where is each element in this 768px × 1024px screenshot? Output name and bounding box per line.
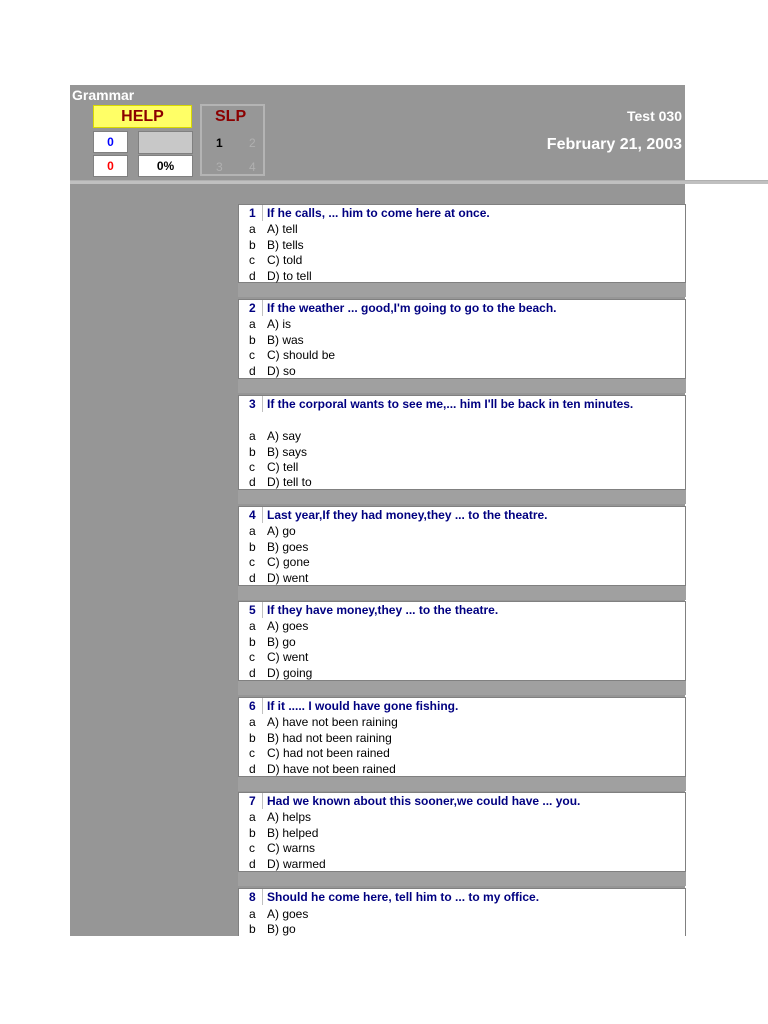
option-text[interactable]: A) say: [267, 429, 302, 443]
question-divider: [262, 205, 263, 221]
option-text[interactable]: B) was: [267, 333, 304, 347]
option-text[interactable]: C) warns: [267, 841, 316, 855]
question-spacer: [238, 777, 686, 791]
option-letter: a: [249, 715, 256, 729]
question-card: [238, 697, 686, 777]
question-card: [238, 506, 686, 586]
option-text[interactable]: D) have not been rained: [267, 762, 396, 776]
question-divider: [262, 793, 263, 809]
question-spacer: [238, 379, 686, 393]
question-text: If the weather ... good,I'm going to go to the beach.: [267, 301, 557, 315]
slp-number-4[interactable]: 4: [249, 160, 256, 174]
question-text: Had we known about this sooner,we could have ... you.: [267, 794, 581, 808]
option-letter: a: [249, 907, 256, 921]
question-number: 8: [249, 890, 256, 904]
option-letter: a: [249, 810, 256, 824]
question-divider: [262, 507, 263, 523]
question-number: 2: [249, 301, 256, 315]
option-letter: a: [249, 619, 256, 633]
question-number: 1: [249, 206, 256, 220]
date-label: February 21, 2003: [546, 136, 682, 153]
question-card: [238, 204, 686, 283]
slp-button[interactable]: SLP: [215, 108, 247, 125]
question-number: 6: [249, 699, 256, 713]
option-letter: a: [249, 222, 256, 236]
option-text[interactable]: B) had not been raining: [267, 731, 392, 745]
question-divider: [262, 698, 263, 714]
option-text[interactable]: B) go: [267, 635, 296, 649]
question-card: [238, 601, 686, 681]
question-spacer: [238, 283, 686, 297]
question-text: Should he come here, tell him to ... to my office.: [267, 890, 540, 904]
option-letter: b: [249, 826, 256, 840]
option-text[interactable]: A) goes: [267, 907, 309, 921]
score-wrong: 0: [93, 155, 128, 177]
question-card: [238, 792, 686, 872]
score-empty-cell: [138, 131, 193, 154]
option-text[interactable]: C) told: [267, 253, 303, 267]
question-divider: [262, 396, 263, 412]
option-text[interactable]: A) helps: [267, 810, 312, 824]
score-percent: 0%: [138, 155, 193, 177]
option-letter: b: [249, 333, 256, 347]
header-separator: [70, 180, 768, 184]
option-letter: c: [249, 746, 255, 760]
option-letter: c: [249, 555, 255, 569]
slp-number-3[interactable]: 3: [216, 160, 223, 174]
option-text[interactable]: B) go: [267, 922, 296, 936]
option-letter: d: [249, 269, 256, 283]
option-text[interactable]: A) tell: [267, 222, 298, 236]
question-text: If he calls, ... him to come here at once.: [267, 206, 490, 220]
score-correct: 0: [93, 131, 128, 153]
page-title: Grammar: [72, 87, 135, 103]
option-text[interactable]: D) warmed: [267, 857, 326, 871]
option-letter: d: [249, 666, 256, 680]
option-letter: c: [249, 460, 255, 474]
question-text: If the corporal wants to see me,... him I'll be back in ten minutes.: [267, 397, 634, 411]
test-label: Test 030: [627, 108, 682, 124]
option-text[interactable]: B) says: [267, 445, 308, 459]
option-text[interactable]: C) should be: [267, 348, 336, 362]
option-letter: c: [249, 650, 255, 664]
option-text[interactable]: A) is: [267, 317, 291, 331]
question-divider: [262, 602, 263, 618]
question-number: 5: [249, 603, 256, 617]
option-text[interactable]: B) tells: [267, 238, 304, 252]
option-letter: a: [249, 524, 256, 538]
option-letter: b: [249, 922, 256, 936]
option-letter: c: [249, 348, 255, 362]
option-letter: b: [249, 238, 256, 252]
question-text: Last year,If they had money,they ... to the theatre.: [267, 508, 548, 522]
option-text[interactable]: A) go: [267, 524, 296, 538]
option-text[interactable]: A) goes: [267, 619, 309, 633]
question-card: [238, 299, 686, 379]
question-spacer: [238, 872, 686, 886]
option-text[interactable]: C) had not been rained: [267, 746, 390, 760]
option-letter: d: [249, 475, 256, 489]
option-letter: d: [249, 857, 256, 871]
question-card: [238, 395, 686, 490]
option-text[interactable]: D) to tell: [267, 269, 312, 283]
option-letter: d: [249, 571, 256, 585]
option-text[interactable]: C) tell: [267, 460, 299, 474]
option-letter: d: [249, 364, 256, 378]
help-button[interactable]: HELP: [93, 105, 192, 128]
option-letter: b: [249, 731, 256, 745]
option-text[interactable]: D) going: [267, 666, 313, 680]
option-letter: c: [249, 841, 255, 855]
option-letter: c: [249, 253, 255, 267]
option-text[interactable]: D) tell to: [267, 475, 312, 489]
question-spacer: [238, 586, 686, 600]
option-text[interactable]: C) gone: [267, 555, 310, 569]
option-letter: b: [249, 540, 256, 554]
slp-number-1[interactable]: 1: [216, 136, 223, 150]
question-text: If it ..... I would have gone fishing.: [267, 699, 459, 713]
slp-panel: [200, 104, 265, 176]
question-number: 7: [249, 794, 256, 808]
option-letter: b: [249, 445, 256, 459]
option-text[interactable]: D) went: [267, 571, 309, 585]
question-card: [238, 888, 686, 936]
question-spacer: [238, 490, 686, 504]
question-number: 4: [249, 508, 256, 522]
option-letter: d: [249, 762, 256, 776]
option-letter: a: [249, 429, 256, 443]
question-divider: [262, 300, 263, 316]
question-number: 3: [249, 397, 256, 411]
option-text[interactable]: B) goes: [267, 540, 309, 554]
question-divider: [262, 889, 263, 905]
slp-number-2[interactable]: 2: [249, 136, 256, 150]
option-text[interactable]: C) went: [267, 650, 309, 664]
question-text: If they have money,they ... to the theatre.: [267, 603, 499, 617]
option-text[interactable]: D) so: [267, 364, 296, 378]
option-letter: a: [249, 317, 256, 331]
option-text[interactable]: A) have not been raining: [267, 715, 398, 729]
question-spacer: [238, 681, 686, 695]
option-letter: b: [249, 635, 256, 649]
option-text[interactable]: B) helped: [267, 826, 319, 840]
